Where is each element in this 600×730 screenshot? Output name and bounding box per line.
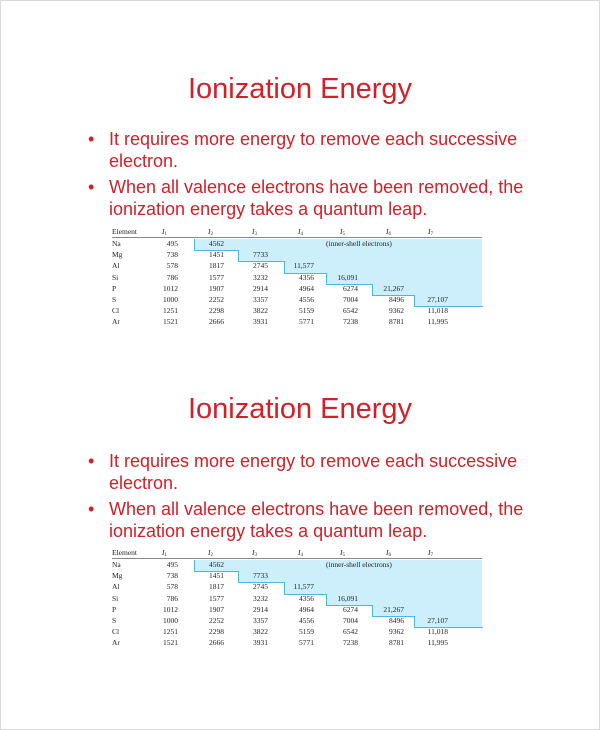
table-cell-element: Ar xyxy=(112,317,120,327)
slide-1 xyxy=(0,0,600,327)
table-cell: 5771 xyxy=(299,638,314,648)
column-header: $I_1$ xyxy=(162,227,167,237)
table-cell: 27,107 xyxy=(427,295,448,304)
table-cell: 4562 xyxy=(209,560,224,569)
slide-title: Ionization Energy xyxy=(187,73,413,105)
table-cell: 2298 xyxy=(209,627,224,637)
bullet-list xyxy=(88,128,558,224)
table-cell: 738 xyxy=(166,250,178,260)
table-cell: 3931 xyxy=(253,317,268,327)
table-cell: 2745 xyxy=(253,261,268,271)
table-cell: 7004 xyxy=(343,616,358,625)
table-cell: 4562 xyxy=(209,239,224,248)
table-cell: 1251 xyxy=(163,306,178,316)
table-cell-element: Si xyxy=(112,272,119,282)
column-header: $I_3$ xyxy=(252,227,257,237)
bullet-item: • When all valence electrons have been removed, the ionization energy takes a quantum leap. xyxy=(88,177,524,219)
column-header: $I_4$ xyxy=(298,227,303,237)
table-cell-element: P xyxy=(112,604,117,614)
table-cell: 2252 xyxy=(209,616,224,625)
table-cell: 495 xyxy=(166,560,178,569)
column-header: $I_2$ xyxy=(208,227,213,237)
column-header: $I_7$ xyxy=(428,548,433,558)
table-cell: 3931 xyxy=(253,638,268,648)
table-cell: 786 xyxy=(166,272,178,282)
table-cell: 2666 xyxy=(209,317,224,327)
table-cell: 7238 xyxy=(343,638,358,648)
table-cell-element: Mg xyxy=(112,250,123,260)
table-cell: 3232 xyxy=(253,272,268,282)
table-cell-element: S xyxy=(112,295,117,304)
table-cell: 1521 xyxy=(163,638,178,648)
column-header-element: Element xyxy=(112,227,137,236)
table-cell-element: Cl xyxy=(112,306,120,316)
table-cell-element: Ar xyxy=(112,638,120,648)
table-cell: 1451 xyxy=(209,250,224,260)
table-cell: 2298 xyxy=(209,306,224,316)
table-cell: 4556 xyxy=(299,295,314,304)
table-cell-element: Al xyxy=(112,582,120,592)
bullet-list xyxy=(88,450,558,546)
table-cell: 1817 xyxy=(209,261,224,271)
table-cell-element: Cl xyxy=(112,627,120,637)
header-rule xyxy=(112,237,482,238)
table-cell: 6274 xyxy=(343,604,358,614)
table-cell: 4356 xyxy=(299,593,314,603)
table-cell: 578 xyxy=(166,261,178,271)
table-cell-element: Na xyxy=(112,560,121,569)
inner-shell-shade xyxy=(238,250,482,262)
column-header: $I_2$ xyxy=(208,548,213,558)
table-cell: 1907 xyxy=(209,283,224,293)
table-cell: 8781 xyxy=(389,638,404,648)
bullet-item: • It requires more energy to remove each successive electron. xyxy=(88,129,518,171)
table-cell: 1000 xyxy=(163,616,178,625)
table-cell: 2252 xyxy=(209,295,224,304)
slide-title: Ionization Energy xyxy=(187,393,413,425)
column-header: $I_1$ xyxy=(162,548,167,558)
table-cell: 21,267 xyxy=(383,604,404,614)
column-header: $I_3$ xyxy=(252,548,257,558)
table-cell: 6274 xyxy=(343,283,358,293)
table-cell: 1251 xyxy=(163,627,178,637)
table-cell: 5159 xyxy=(299,627,314,637)
table-cell: 6542 xyxy=(343,627,358,637)
table-cell: 786 xyxy=(166,593,178,603)
table-cell: 3357 xyxy=(253,616,268,625)
column-header: $I_4$ xyxy=(298,548,303,558)
table-cell: 2666 xyxy=(209,638,224,648)
table-cell: 3357 xyxy=(253,295,268,304)
table-cell: 738 xyxy=(166,571,178,581)
table-cell: 1000 xyxy=(163,295,178,304)
inner-shell-note: (inner-shell electrons) xyxy=(326,239,392,248)
table-cell: 5771 xyxy=(299,317,314,327)
table-cell: 3232 xyxy=(253,593,268,603)
table-cell: 8496 xyxy=(389,616,404,625)
column-header: $I_6$ xyxy=(386,548,391,558)
table-cell: 4964 xyxy=(299,604,314,614)
inner-shell-note: (inner-shell electrons) xyxy=(326,560,392,569)
table-cell: 1451 xyxy=(209,571,224,581)
table-cell: 2914 xyxy=(253,283,268,293)
table-cell-element: Na xyxy=(112,239,121,248)
table-cell: 1521 xyxy=(163,317,178,327)
bullet-dot: • xyxy=(88,129,95,149)
table-cell-element: S xyxy=(112,616,117,625)
table-cell: 11,577 xyxy=(293,582,314,592)
table-cell: 16,091 xyxy=(337,593,358,603)
column-header-element: Element xyxy=(112,548,137,557)
table-cell: 27,107 xyxy=(427,616,448,625)
bullet-item: • It requires more energy to remove each successive electron. xyxy=(88,451,518,493)
table-cell: 1907 xyxy=(209,604,224,614)
table-cell: 6542 xyxy=(343,306,358,316)
table-cell: 1577 xyxy=(209,593,224,603)
table-cell-element: P xyxy=(112,283,117,293)
table-cell: 9362 xyxy=(389,306,404,316)
table-cell: 3822 xyxy=(253,306,268,316)
table-cell: 11,018 xyxy=(427,627,448,637)
bullet-dot: • xyxy=(88,499,95,519)
column-header: $I_7$ xyxy=(428,227,433,237)
table-cell: 8496 xyxy=(389,295,404,304)
bullet-item: • When all valence electrons have been removed, the ionization energy takes a quantum leap. xyxy=(88,499,524,541)
bullet-dot: • xyxy=(88,177,95,197)
table-cell: 1577 xyxy=(209,272,224,282)
slide-2 xyxy=(0,322,600,648)
table-cell: 21,267 xyxy=(383,283,404,293)
table-cell: 1817 xyxy=(209,582,224,592)
header-rule xyxy=(112,558,482,559)
table-cell: 3822 xyxy=(253,627,268,637)
table-cell: 5159 xyxy=(299,306,314,316)
table-cell: 495 xyxy=(166,239,178,248)
inner-shell-shade xyxy=(238,571,482,583)
table-cell: 7733 xyxy=(253,250,268,260)
table-cell: 7238 xyxy=(343,317,358,327)
table-cell: 1012 xyxy=(163,604,178,614)
table-cell: 11,018 xyxy=(427,306,448,316)
table-cell: 4556 xyxy=(299,616,314,625)
table-cell: 8781 xyxy=(389,317,404,327)
table-cell: 4356 xyxy=(299,272,314,282)
table-cell: 2914 xyxy=(253,604,268,614)
table-cell-element: Si xyxy=(112,593,119,603)
table-cell: 16,091 xyxy=(337,272,358,282)
table-cell: 4964 xyxy=(299,283,314,293)
table-cell: 7004 xyxy=(343,295,358,304)
table-cell: 11,577 xyxy=(293,261,314,271)
table-cell: 7733 xyxy=(253,571,268,581)
table-cell-element: Al xyxy=(112,261,120,271)
column-header: $I_5$ xyxy=(340,227,345,237)
column-header: $I_6$ xyxy=(386,227,391,237)
table-cell: 578 xyxy=(166,582,178,592)
column-header: $I_5$ xyxy=(340,548,345,558)
table-cell-element: Mg xyxy=(112,571,123,581)
table-cell: 9362 xyxy=(389,627,404,637)
table-cell: 2745 xyxy=(253,582,268,592)
table-cell: 11,995 xyxy=(427,638,448,648)
bullet-dot: • xyxy=(88,451,95,471)
table-cell: 1012 xyxy=(163,283,178,293)
ionization-table xyxy=(112,548,482,668)
table-cell: 11,995 xyxy=(427,317,448,327)
